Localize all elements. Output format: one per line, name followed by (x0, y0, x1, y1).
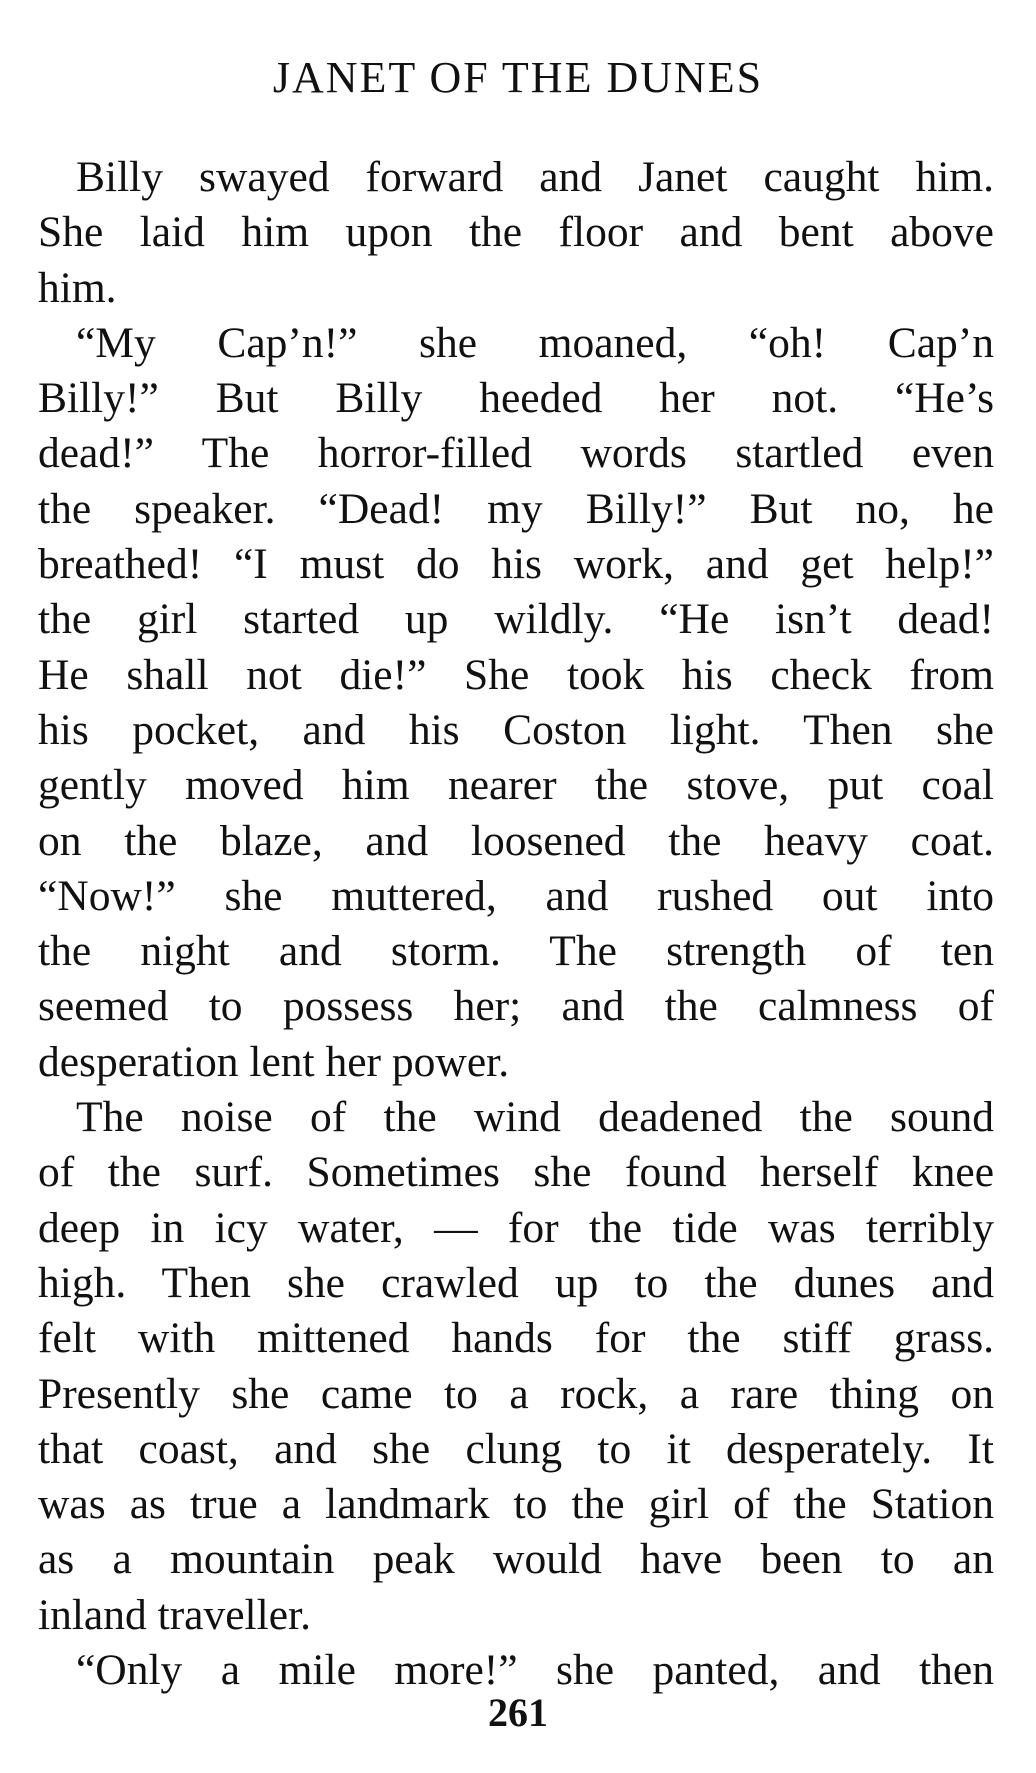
text-line: Presently she came to a rock, a rare thing on (38, 1369, 994, 1418)
text-line: that coast, and she clung to it desperately. It (38, 1424, 994, 1473)
text-line: deep in icy water, — for the tide was terribly (38, 1203, 994, 1252)
text-line: She laid him upon the floor and bent above (38, 208, 994, 257)
text-line: breathed! “I must do his work, and get help!” (38, 540, 994, 589)
text-line: desperation lent her power. (38, 1037, 510, 1086)
text-line: “Only a mile more!” she panted, and then (76, 1646, 994, 1695)
text-line: The noise of the wind deadened the sound (76, 1093, 994, 1142)
text-line: the speaker. “Dead! my Billy!” But no, he (38, 484, 994, 533)
text-line: as a mountain peak would have been to an (38, 1535, 994, 1584)
text-line: his pocket, and his Coston light. Then she (38, 705, 994, 754)
text-line: felt with mittened hands for the stiff grass. (38, 1314, 994, 1363)
text-line: dead!” The horror-filled words startled even (38, 429, 994, 478)
text-line: high. Then she crawled up to the dunes and (38, 1258, 994, 1307)
text-line: “Now!” she muttered, and rushed out into (38, 871, 994, 920)
text-line: the night and storm. The strength of ten (38, 927, 994, 976)
text-line: was as true a landmark to the girl of the Station (38, 1480, 994, 1529)
text-line: He shall not die!” She took his check from (38, 650, 994, 699)
text-line: seemed to possess her; and the calmness of (38, 982, 994, 1031)
text-line: gently moved him nearer the stove, put coal (38, 761, 994, 810)
body-text (38, 150, 994, 1698)
text-line: him. (38, 263, 117, 312)
text-line: the girl started up wildly. “He isn’t dead! (38, 595, 994, 644)
running-head-title: JANET OF THE DUNES (272, 53, 764, 102)
text-line: inland traveller. (38, 1590, 311, 1639)
text-line: on the blaze, and loosened the heavy coat. (38, 816, 994, 865)
text-line: Billy!” But Billy heeded her not. “He’s (38, 374, 994, 423)
page-number: 261 (488, 1690, 548, 1735)
text-line: “My Cap’n!” she moaned, “oh! Cap’n (76, 318, 994, 367)
paragraph-1 (38, 150, 994, 316)
paragraph-3 (38, 1090, 994, 1643)
text-line: of the surf. Sometimes she found herself knee (38, 1148, 994, 1197)
text-line: Billy swayed forward and Janet caught him. (76, 153, 994, 201)
paragraph-2 (38, 316, 994, 1090)
